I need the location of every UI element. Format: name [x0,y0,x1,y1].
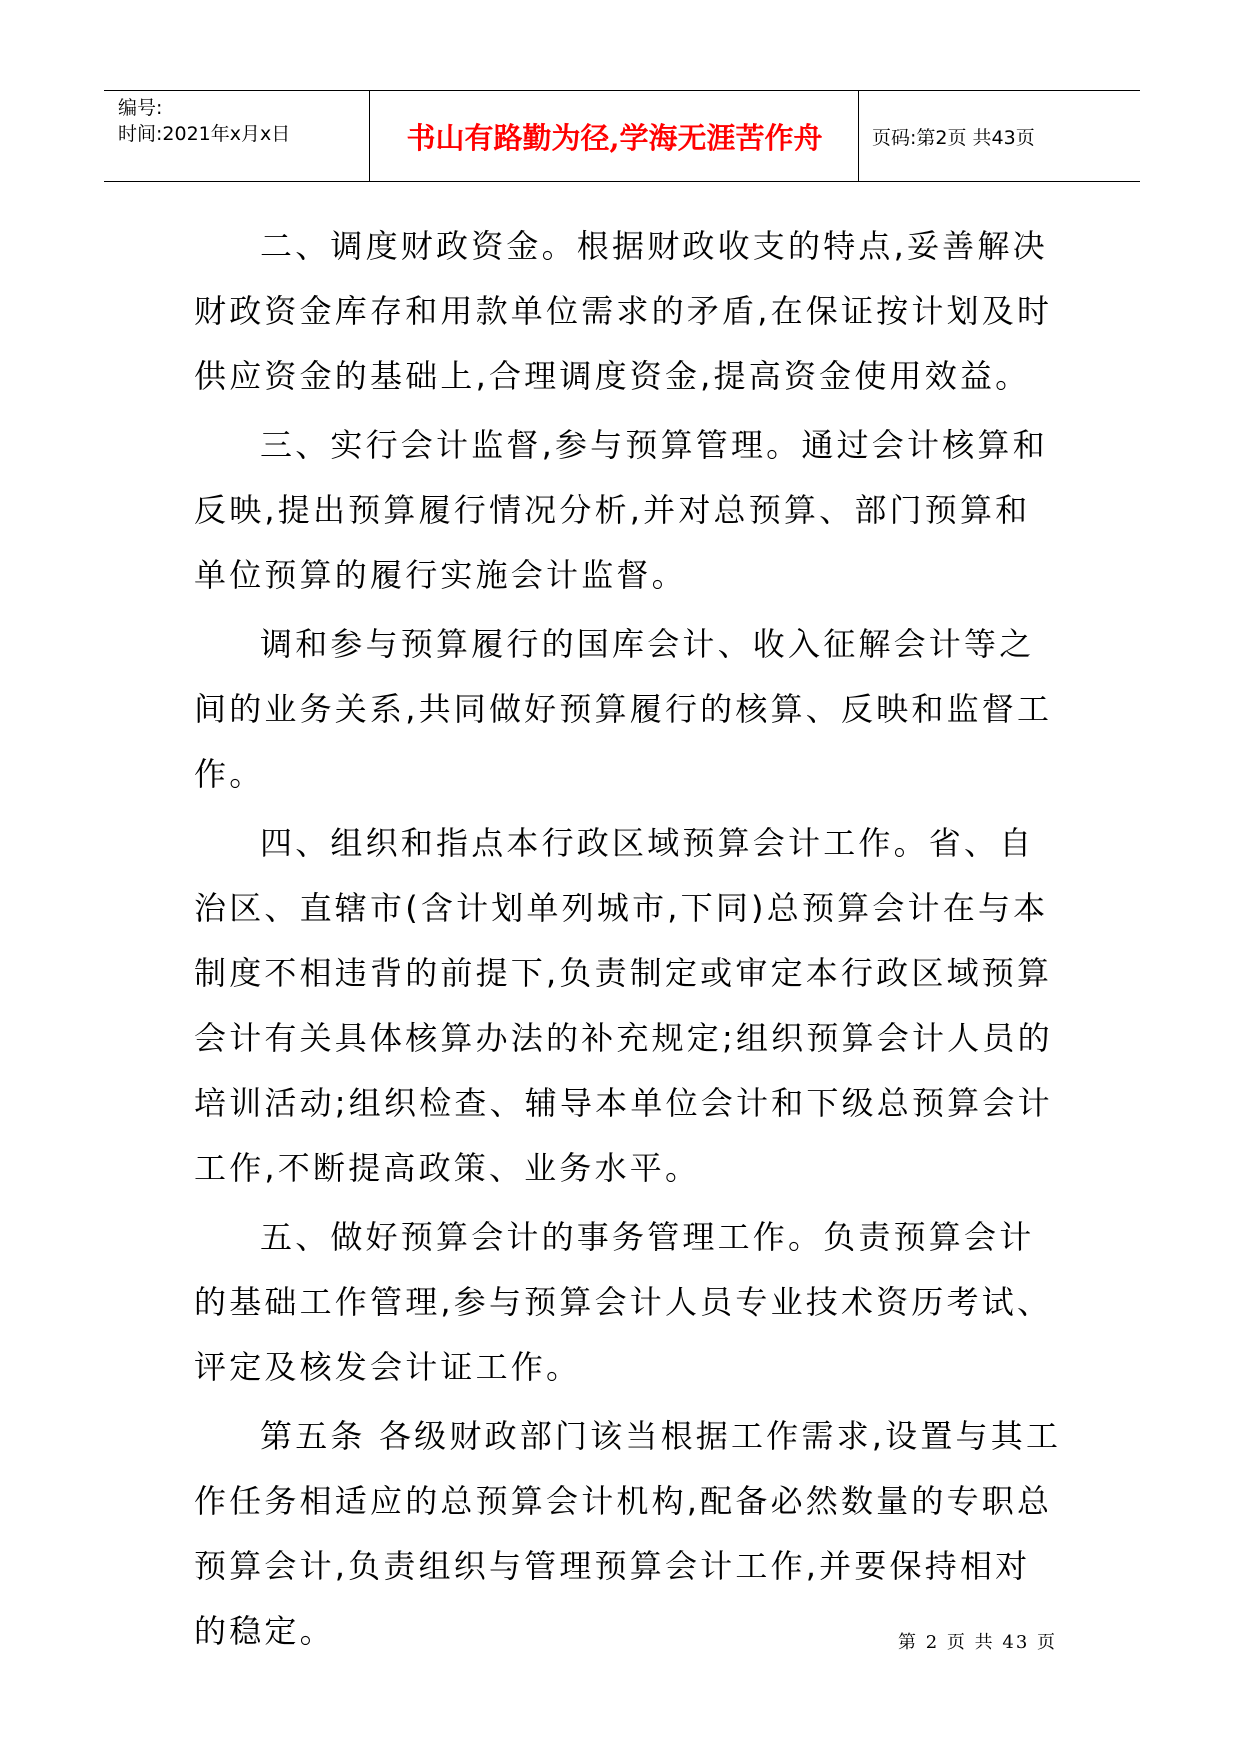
paragraph-1: 二、调度财政资金。根据财政收支的特点,妥善解决财政资金库存和用款单位需求的矛盾,在保证按计划及时供应资金的基础上,合理调度资金,提高资金使用效益。 [194,227,1053,395]
header-page-info: 页码:第2页 共43页 [872,126,1035,149]
header-motto: 书山有路勤为径,学海无涯苦作舟 [406,120,823,155]
time-label: 时间:2021年x月x日 [118,123,291,145]
paragraph-6: 第五条 各级财政部门该当根据工作需求,设置与其工作任务相适应的总预算会计机构,配备必然数量的专职总预算会计,负责组织与管理预算会计工作,并要保持相对的稳定。 [194,1417,1062,1650]
document-header [104,90,1140,182]
paragraph-2: 三、实行会计监督,参与预算管理。通过会计核算和反映,提出预算履行情况分析,并对总预算、部门预算和单位预算的履行实施会计监督。 [194,426,1048,594]
footer-page-number: 第 2 页 共 43 页 [898,1632,1057,1653]
header-divider-right [858,91,859,181]
paragraph-5: 五、做好预算会计的事务管理工作。负责预算会计的基础工作管理,参与预算会计人员专业技术资历考试、评定及核发会计证工作。 [194,1218,1053,1386]
document-body [194,214,1064,1668]
paragraph-4: 四、组织和指点本行政区域预算会计工作。省、自治区、直辖市(含计划单列城市,下同)总预算会计在与本制度不相违背的前提下,负责制定或审定本行政区域预算会计有关具体核算办法的补充规定;组织预算会计人员的培训活动;组织检查、辅导本单位会计和下级总预算会计工作,不断提高政策、业务水平。 [194,824,1053,1187]
header-divider-left [369,91,370,181]
header-meta [118,91,368,181]
number-label: 编号: [118,97,163,119]
page-footer [0,1628,1241,1654]
paragraph-3: 调和参与预算履行的国库会计、收入征解会计等之间的业务关系,共同做好预算履行的核算、反映和监督工作。 [194,625,1053,793]
